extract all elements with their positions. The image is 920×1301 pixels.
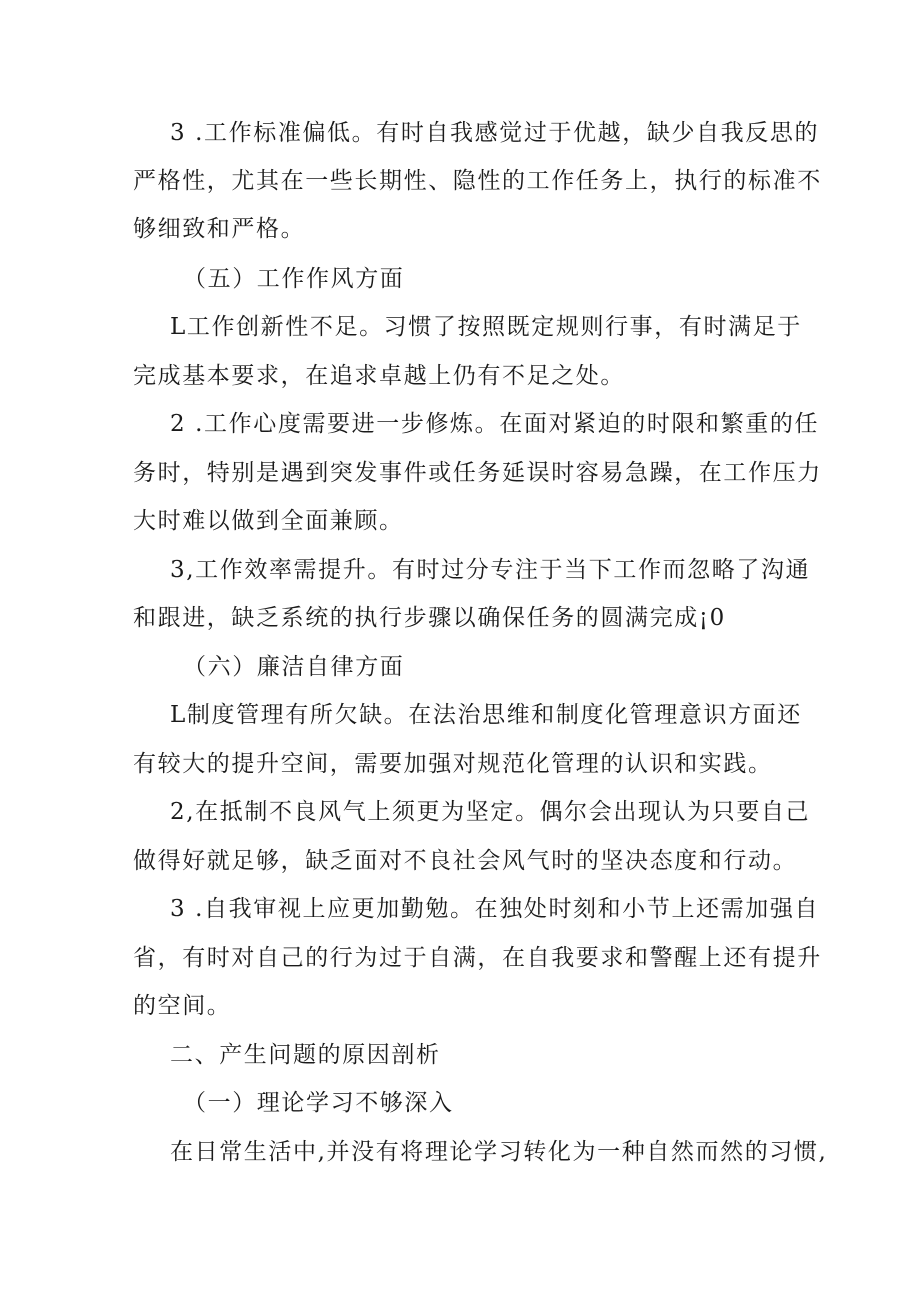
paragraph-line: 在日常生活中,并没有将理论学习转化为一种自然而然的习惯,: [170, 1139, 828, 1165]
paragraph-line: 严格性，尤其在一些长期性、隐性的工作任务上，执行的标准不: [133, 168, 822, 194]
paragraph-line: 大时难以做到全面兼顾。: [133, 508, 404, 534]
paragraph-line: L工作创新性不足。习惯了按照既定规则行事，有时满足于: [170, 314, 802, 340]
paragraph-line: 的空间。: [133, 993, 232, 1019]
paragraph-line: 够细致和严格。: [133, 216, 306, 242]
paragraph-line: 2 .工作心度需要进一步修炼。在面对紧迫的时限和繁重的任: [170, 411, 820, 437]
paragraph-line: 做得好就足够，缺乏面对不良社会风气时的坚决态度和行动。: [133, 848, 798, 874]
paragraph-line: 3 .工作标准偏低。有时自我感觉过于优越，缺少自我反思的: [170, 120, 820, 146]
paragraph-line: 3,工作效率需提升。有时过分专注于当下工作而忽略了沟通: [170, 557, 811, 583]
paragraph-line: 务时，特别是遇到突发事件或任务延误时容易急躁，在工作压力: [133, 460, 822, 486]
paragraph-line: L制度管理有所欠缺。在法治思维和制度化管理意识方面还: [170, 702, 802, 728]
section-heading: （五）工作作风方面: [183, 266, 405, 292]
paragraph-line: 有较大的提升空间，需要加强对规范化管理的认识和实践。: [133, 751, 773, 777]
chapter-heading: 二、产生问题的原因剖析: [170, 1042, 441, 1068]
paragraph-line: 2,在抵制不良风气上须更为坚定。偶尔会出现认为只要自己: [170, 799, 811, 825]
paragraph-line: 完成基本要求，在追求卓越上仍有不足之处。: [133, 363, 625, 389]
paragraph-line: 省，有时对自己的行为过于自满，在自我要求和警醒上还有提升: [133, 945, 822, 971]
paragraph-line: 和跟进，缺乏系统的执行步骤以确保任务的圆满完成¡0: [133, 605, 726, 631]
section-heading: （一）理论学习不够深入: [183, 1090, 454, 1116]
section-heading: （六）廉洁自律方面: [183, 654, 405, 680]
paragraph-line: 3 .自我审视上应更加勤勉。在独处时刻和小节上还需加强自: [170, 896, 820, 922]
